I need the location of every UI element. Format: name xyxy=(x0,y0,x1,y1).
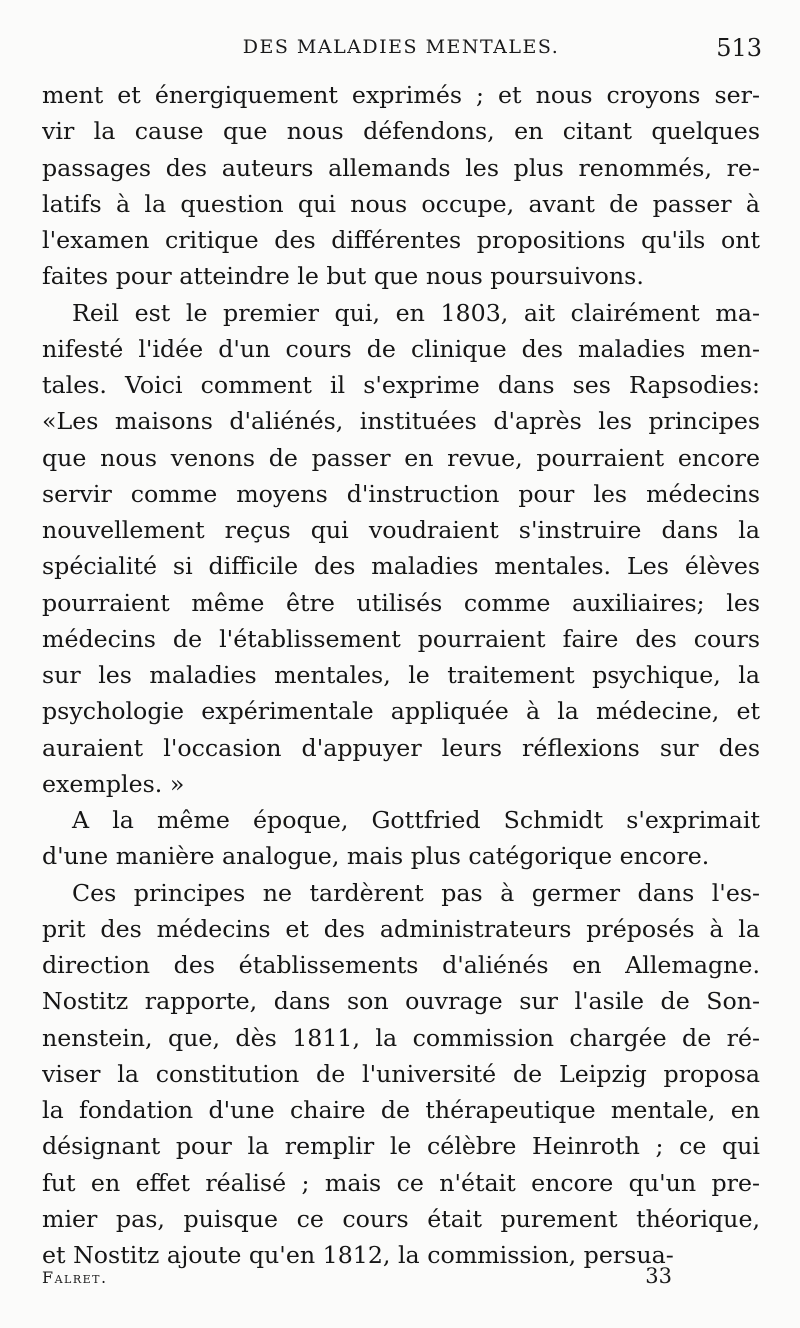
author-name: Falret. xyxy=(42,1268,108,1287)
text-line: spécialité si difficile des maladies mentales. Les élèves xyxy=(42,552,760,581)
text-line: ment et énergiquement exprimés ; et nous croyons ser- xyxy=(42,81,760,109)
text-line: nenstein, que, dès 1811, la commission chargée de ré- xyxy=(42,1023,760,1052)
text-line: Ces principes ne tardèrent pas à germer dans l'es- xyxy=(72,878,760,907)
text-line: et Nostitz ajoute qu'en 1812, la commission, persua- xyxy=(42,1241,674,1269)
text-line: Nostitz rapporte, dans son ouvrage sur l'asile de Son- xyxy=(42,987,760,1016)
text-line: la fondation d'une chaire de thérapeutique mentale, en xyxy=(42,1096,760,1124)
paragraph xyxy=(42,802,760,875)
text-line: servir comme moyens d'instruction pour les médecins xyxy=(42,479,760,508)
running-header xyxy=(40,34,762,64)
text-line: prit des médecins et des administrateurs préposés à la xyxy=(42,914,760,943)
text-line: fut en effet réalisé ; mais ce n'était encore qu'un pre- xyxy=(42,1168,760,1197)
text-line: psychologie expérimentale appliquée à la médecine, et xyxy=(42,697,760,726)
paragraph xyxy=(42,77,760,295)
text-line: d'une manière analogue, mais plus catégorique encore. xyxy=(42,842,710,871)
text-line: nouvellement reçus qui voudraient s'instruire dans la xyxy=(42,516,760,544)
text-line: passages des auteurs allemands les plus renommés, re- xyxy=(42,153,760,182)
body-text xyxy=(42,77,760,1273)
text-line: pourraient même être utilisés comme auxiliaires; les xyxy=(42,588,760,617)
text-line: nifesté l'idée d'un cours de clinique des maladies men- xyxy=(42,334,760,363)
text-line: vir la cause que nous défendons, en citant quelques xyxy=(42,117,760,146)
page-number: 513 xyxy=(716,34,762,62)
page-footer xyxy=(42,1264,672,1294)
text-line: «Les maisons d'aliénés, instituées d'après les principes xyxy=(42,407,760,436)
text-line: que nous venons de passer en revue, pourraient encore xyxy=(42,443,760,472)
text-line: sur les maladies mentales, le traitement psychique, la xyxy=(42,661,760,689)
text-line: A la même époque, Gottfried Schmidt s'exprimait xyxy=(72,806,760,834)
paragraph xyxy=(42,875,760,1274)
text-line: viser la constitution de l'université de Leipzig proposa xyxy=(42,1059,760,1088)
text-line: tales. Voici comment il s'exprime dans ses Rapsodies: xyxy=(42,371,760,399)
text-line: désignant pour la remplir le célèbre Heinroth ; ce qui xyxy=(42,1132,760,1161)
text-line: faites pour atteindre le but que nous poursuivons. xyxy=(42,262,644,291)
text-line: Reil est le premier qui, en 1803, ait clairément ma- xyxy=(72,298,760,327)
text-line: latifs à la question qui nous occupe, avant de passer à xyxy=(42,189,760,218)
text-line: mier pas, puisque ce cours était purement théorique, xyxy=(42,1204,760,1233)
text-line: médecins de l'établissement pourraient faire des cours xyxy=(42,624,760,653)
sheet-signature: 33 xyxy=(645,1264,672,1288)
text-line: direction des établissements d'aliénés en Allemagne. xyxy=(42,951,760,979)
text-line: l'examen critique des différentes propositions qu'ils ont xyxy=(42,226,760,254)
running-title: DES MALADIES MENTALES. xyxy=(242,36,560,58)
paragraph xyxy=(42,295,760,803)
text-line: auraient l'occasion d'appuyer leurs réflexions sur des xyxy=(42,733,760,762)
text-line: exemples. » xyxy=(42,769,185,798)
